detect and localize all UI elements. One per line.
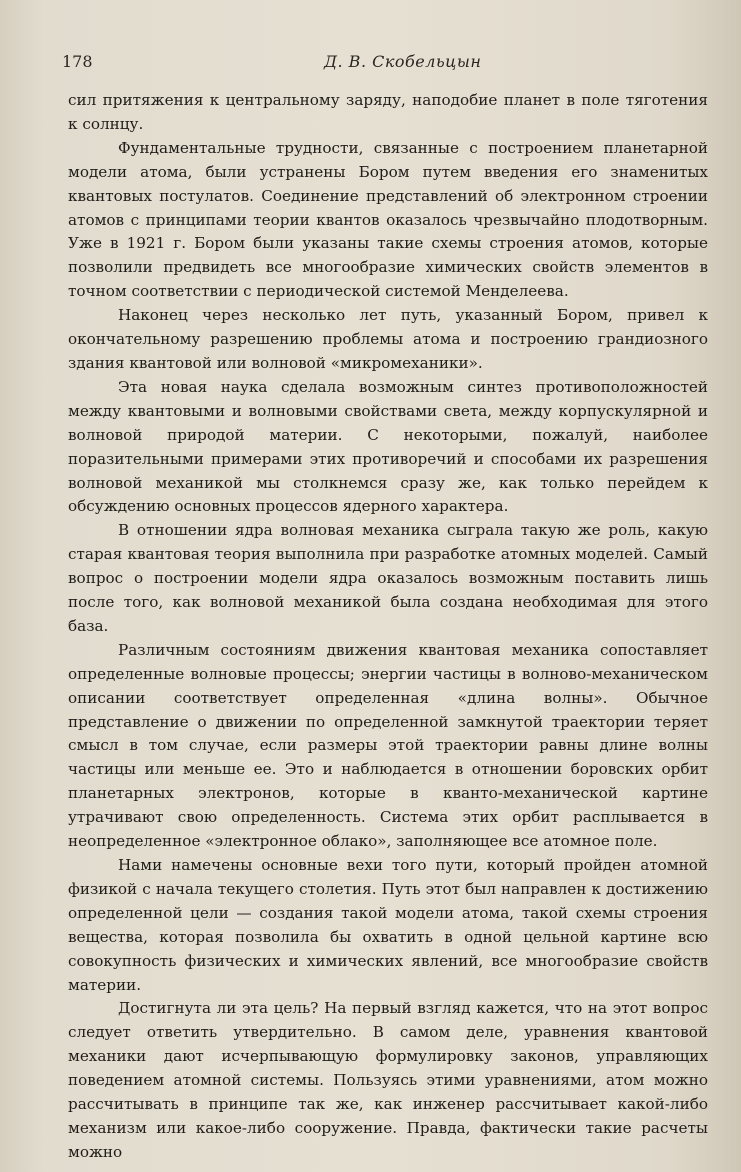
- paragraph: В отношении ядра волновая механика сыграла такую же роль, какую старая квантовая теория выполнила при разработке атомных моделей. Самый вопрос о построении модели ядра оказалось возможным поставить лишь после того, как волновой механикой была создана необходимая для этого база.: [68, 521, 708, 635]
- paragraph-continuation: сил притяжения к центральному заряду, наподобие планет в поле тяготения к солнцу.: [68, 91, 708, 133]
- paragraph: Наконец через несколько лет путь, указанный Бором, привел к окончательному разрешению проблемы атома и построению грандиозного здания квантовой или волновой «микромеханики».: [68, 306, 708, 372]
- paragraph: Различным состояниям движения квантовая механика сопоставляет определенные волновые процессы; энергии частицы в волново-механическом описании соответствует определенная «длина волны». Обычное представление о движении по определенной замкнутой траектории теряет смысл в том случае, если размеры этой траектории равны длине волны частицы или меньше ее. Это и наблюдается в отношении боровских орбит планетарных электронов, которые в кванто-механической картине утрачивают свою определенность. Система этих орбит расплывается в неопределенное «электронное облако», заполняющее все атомное поле.: [68, 640, 708, 851]
- page-header: [62, 52, 702, 76]
- body-text: [68, 89, 708, 1165]
- page-number: 178: [62, 52, 93, 71]
- paragraph: Фундаментальные трудности, связанные с построением планетарной модели атома, были устранены Бором путем введения его знаменитых квантовых постулатов. Соединение представлений об электронном строении атомов с принципами теории квантов оказалось чрезвычайно плодотворным. Уже в 1921 г. Бором были указаны такие схемы строения атомов, которые позволили предвидеть все многообразие химических свойств элементов в точном соответствии с периодической системой Менделеева.: [68, 138, 708, 301]
- running-title: Д. В. Скобельцын: [324, 52, 482, 71]
- paragraph: Достигнута ли эта цель? На первый взгляд кажется, что на этот вопрос следует ответить утвердительно. В самом деле, уравнения квантовой механики дают исчерпывающую формулировку законов, управляющих поведением атомной системы. Пользуясь этими уравнениями, атом можно рассчитывать в принципе так же, как инженер рассчитывает какой-либо механизм или какое-либо сооружение. Правда, фактически такие расчеты можно: [68, 999, 708, 1161]
- paragraph: Эта новая наука сделала возможным синтез противоположностей между квантовыми и волновыми свойствами света, между корпускулярной и волновой природой материи. С некоторыми, пожалуй, наиболее поразительными примерами этих противоречий и способами их разрешения волновой механикой мы столкнемся сразу же, как только перейдем к обсуждению основных процессов ядерного характера.: [68, 377, 708, 516]
- paragraph: Нами намечены основные вехи того пути, который пройден атомной физикой с начала текущего столетия. Путь этот был направлен к достижению определенной цели — создания такой модели атома, такой схемы строения вещества, которая позволила бы охватить в одной цельной картине всю совокупность физических и химических явлений, все многообразие свойств материи.: [68, 856, 708, 994]
